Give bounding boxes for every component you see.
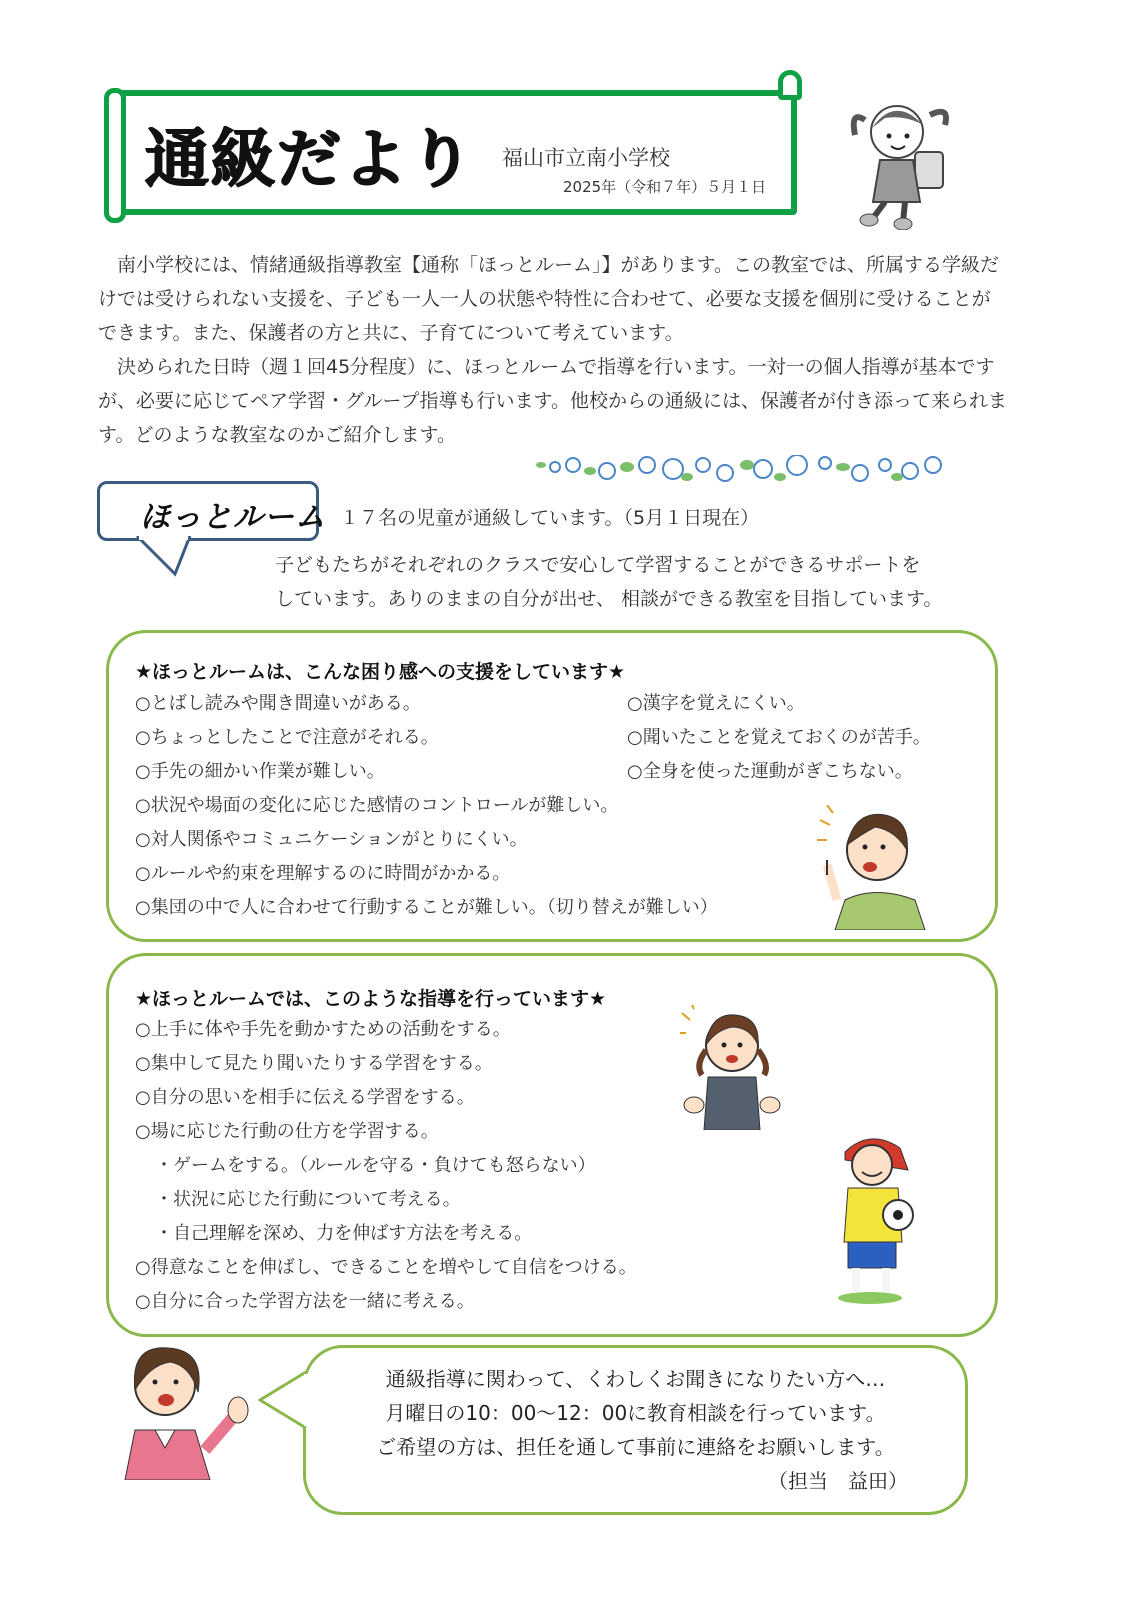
guidance-title: ★ほっとルームでは、このような指導を行っています★	[135, 988, 607, 1010]
difficulty-item: ○ルールや約束を理解するのに時間がかかる。	[135, 863, 511, 884]
issue-date: 2025年（令和７年）５月１日	[563, 178, 767, 196]
contact-line: 通級指導に関わって、くわしくお聞きになりたい方へ…	[385, 1367, 886, 1391]
difficulty-item: ○漢字を覚えにくい。	[627, 693, 805, 714]
guidance-subitem: ・自己理解を深め、力を伸ばす方法を考える。	[155, 1223, 533, 1244]
contact-bubble-tail	[258, 1370, 308, 1430]
intro-text	[98, 248, 1008, 452]
support-description	[275, 548, 1010, 616]
contact-signature: （担当 益田）	[768, 1469, 908, 1493]
guidance-subitem: ・状況に応じた行動について考える。	[155, 1189, 461, 1210]
school-name: 福山市立南小学校	[502, 146, 670, 170]
guidance-item: ○自分の思いを相手に伝える学習をする。	[135, 1087, 475, 1108]
difficulty-item: ○聞いたことを覚えておくのが苦手。	[627, 727, 931, 748]
guidance-item: ○自分に合った学習方法を一緒に考える。	[135, 1291, 475, 1312]
girl-explaining-illustration	[680, 1005, 785, 1130]
support-line: しています。ありのままの自分が出せ、 相談ができる教室を目指しています。	[275, 588, 943, 610]
guidance-item: ○場に応じた行動の仕方を学習する。	[135, 1121, 439, 1142]
intro-paragraph: 南小学校には、情緒通級指導教室【通称「ほっとルーム」】があります。この教室では、所属する学級だけでは受けられない支援を、子ども一人一人の状態や特性に合わせて、必要な支援を個別に受けることができます。また、保護者の方と共に、子育てについて考えています。	[98, 254, 999, 344]
difficulty-item: ○全身を使った運動がぎこちない。	[627, 761, 913, 782]
guidance-subitem: ・ゲームをする。（ルールを守る・負けても怒らない）	[155, 1155, 596, 1176]
label-bubble-tail	[135, 536, 195, 578]
guidance-item: ○上手に体や手先を動かすための活動をする。	[135, 1019, 511, 1040]
difficulty-item: ○ちょっとしたことで注意がそれる。	[135, 727, 439, 748]
guidance-item: ○得意なことを伸ばし、できることを増やして自信をつける。	[135, 1257, 637, 1278]
boy-with-soccer-ball-illustration	[820, 1130, 925, 1305]
intro-paragraph: 決められた日時（週１回45分程度）に、ほっとルームで指導を行います。一対一の個人指導が基本ですが、必要に応じてペア学習・グループ指導も行います。他校からの通級には、保護者が付き添って来られます。どのような教室なのかご紹介します。	[98, 356, 1007, 446]
pointing-boy-illustration	[815, 805, 930, 930]
difficulty-item: ○集団の中で人に合わせて行動することが難しい。（切り替えが難しい）	[135, 897, 718, 918]
difficulty-item: ○対人関係やコミュニケーションがとりにくい。	[135, 829, 528, 850]
guidance-list	[135, 1013, 637, 1319]
difficulty-item: ○とばし読みや聞き間違いがある。	[135, 693, 421, 714]
difficulties-right-column	[627, 687, 931, 789]
difficulty-item: ○状況や場面の変化に応じた感情のコントロールが難しい。	[135, 795, 619, 816]
difficulties-title: ★ほっとルームは、こんな困り感への支援をしています★	[135, 661, 626, 683]
guidance-item: ○集中して見たり聞いたりする学習をする。	[135, 1053, 493, 1074]
rose-decoration	[535, 455, 945, 485]
contact-text	[303, 1362, 968, 1498]
student-count: １７名の児童が通級しています。（5月１日現在）	[340, 507, 760, 529]
teacher-waving-illustration	[110, 1340, 260, 1480]
difficulty-item: ○手先の細かい作業が難しい。	[135, 761, 385, 782]
contact-line: 月曜日の10：00～12：00に教育相談を行っています。	[385, 1401, 886, 1425]
girl-with-backpack-illustration	[845, 90, 955, 230]
contact-line: ご希望の方は、担任を通して事前に連絡をお願いします。	[376, 1435, 895, 1459]
banner-scroll-right	[778, 70, 802, 100]
banner-scroll-left	[104, 88, 126, 223]
hot-room-label: ほっとルーム	[140, 500, 326, 535]
support-line: 子どもたちがそれぞれのクラスで安心して学習することができるサポートを	[275, 554, 921, 576]
newsletter-title: 通級だより	[145, 123, 475, 197]
